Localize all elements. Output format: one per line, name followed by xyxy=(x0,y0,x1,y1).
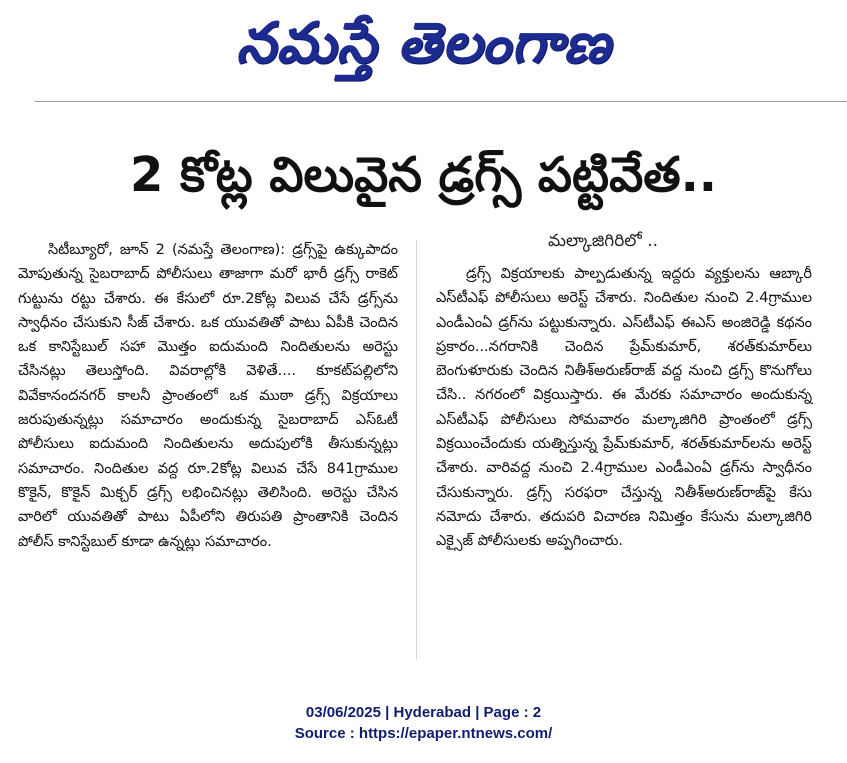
page-footer xyxy=(0,702,847,744)
newspaper-logo: నమస్తే తెలంగాణ xyxy=(236,11,611,76)
sub-heading: మల్కాజిగిరిలో .. xyxy=(548,231,659,251)
source-line: Source : https://epaper.ntnews.com/ xyxy=(294,725,553,742)
masthead xyxy=(0,0,847,100)
left-column-text: సిటీబ్యూరో, జూన్ 2 (నమస్తే తెలంగాణ): డ్రగ్స్‌పై ఉక్కుపాదం మోపుతున్న సైబరాబాద్ పోలీసులు తాజాగా మరో భారీ డ్రగ్స్ రాకెట్ గుట్టును రట్టు చేశారు. ఈ కేసులో రూ.2కోట్ల విలువ చేసే డ్రగ్స్‌ను స్వాధీనం చేసుకుని సీజ్ చేశారు. ఒక యువతితో పాటు ఏపీకి చెందిన ఒక కానిస్టేబుల్ సహా మొత్తం ఐదుమంది నిందితులను అరెస్టు చేసినట్లు తెలుస్తోంది. వివరాల్లోకి వెళితే.... కూకట్‌పల్లిలోని వివేకానందనగర్ కాలనీ ప్రాంతంలో ఒక ముఠా డ్రగ్స్ విక్రయాలు జరుపుతున్నట్లు సమాచారం అందుకున్న సైబరాబాద్ ఎస్‌ఓటీ పోలీసులు ఐదుమంది నిందితులను అదుపులోకి తీసుకున్నట్లు సమాచారం. నిందితుల వద్ద రూ.2కోట్ల విలువ చేసే 841గ్రాముల కొకైన్, కొకైన్ మిక్చర్ డ్రగ్స్ లభించినట్లు తెలిసింది. అరెస్టు చేసిన వారిలో యువతితో పాటు ఏపీలోని తిరుపతి ప్రాంతానికి చెందిన పోలీస్ కానిస్టేబుల్ కూడా ఉన్నట్లు సమాచారం. xyxy=(18,242,398,550)
right-column-text: డ్రగ్స్ విక్రయాలకు పాల్పడుతున్న ఇద్దరు వ్యక్తులను ఆబ్కారీ ఎస్‌టీఎఫ్ పోలీసులు అరెస్ట్ చేశారు. నిందితుల నుంచి 2.4గ్రాముల ఎండీఎంఏ డ్రగ్‌ను పట్టుకున్నారు. ఎస్‌టీఎఫ్ ఈఎస్ అంజిరెడ్డి కథనం ప్రకారం...నగరానికి చెందిన ప్రేమ్‌కుమార్, శరత్‌కుమార్‌లు బెంగుళూరుకు చెందిన నితీశ్‌అరుణ్‌రాజ్ వద్ద నుంచి డ్రగ్స్ కొనుగోలు చేసి.. నగరంలో విక్రయిస్తారు. ఈ మేరకు సమాచారం అందుకున్న ఎస్‌టీఎఫ్ పోలీసులు సోమవారం మల్కాజిగిరి ప్రాంతంలో డ్రగ్స్ విక్రయించేందుకు యత్నిస్తున్న ప్రేమ్‌కుమార్, శరత్‌కుమార్‌లను అరెస్ట్ చేశారు. వారివద్ద నుంచి 2.4గ్రాముల ఎండీఎంఏ డ్రగ్‌ను స్వాధీనం చేసుకున్నారు. డ్రగ్స్ సరఫరా చేస్తున్న నితీశ్‌అరుణ్‌రాజ్‌పై కేసు నమోదు చేశారు. తదుపరి విచారణ నిమిత్తం కేసును మల్కాజిగిరి ఎక్సైజ్ పోలీసులకు అప్పగించారు. xyxy=(436,266,812,550)
masthead-divider xyxy=(35,101,847,102)
edition-line: 03/06/2025 | Hyderabad | Page : 2 xyxy=(305,704,542,721)
article-headline: 2 కోట్ల విలువైన డ్రగ్స్ పట్టివేత.. xyxy=(129,147,718,203)
article-right-column xyxy=(436,262,812,554)
column-divider xyxy=(416,240,417,660)
article-left-column xyxy=(18,238,398,554)
